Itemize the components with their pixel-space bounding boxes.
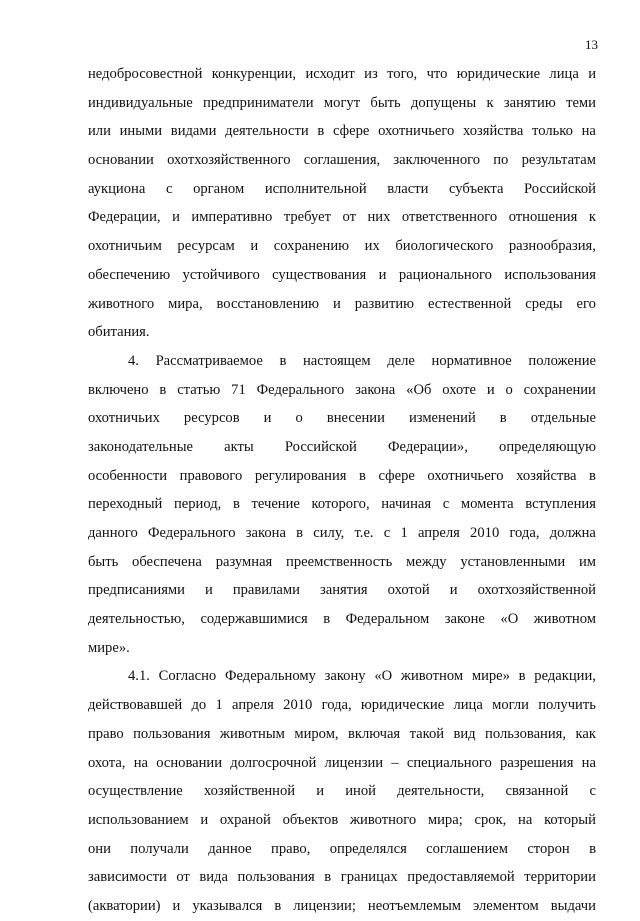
word: Федерации,: [88, 209, 161, 226]
word: ресурсов: [183, 410, 240, 427]
word: в: [279, 352, 287, 369]
text-line: [88, 404, 596, 433]
word: среды: [525, 295, 563, 312]
word: охотничьим: [88, 238, 162, 255]
word: в: [323, 611, 331, 628]
word: животного: [349, 811, 417, 828]
word: быть: [370, 94, 401, 111]
word: с: [383, 525, 391, 541]
word: сфере: [378, 467, 415, 484]
word: юридические: [360, 697, 445, 714]
text-line: [88, 835, 596, 864]
word: иными: [119, 123, 163, 140]
word: теми: [566, 94, 596, 111]
word: «О: [374, 668, 393, 685]
word: апреля: [417, 525, 460, 541]
word: охотничьих: [88, 410, 160, 427]
word: и: [204, 582, 213, 599]
text-line: [88, 232, 596, 261]
text-line: [88, 347, 596, 376]
text-line: [88, 576, 596, 605]
word: органом: [193, 180, 245, 197]
word: мире»: [471, 668, 510, 685]
word: животном: [533, 611, 596, 628]
word: предоставляемой: [407, 869, 515, 886]
word: данного: [88, 525, 138, 541]
word: вступления: [525, 496, 596, 513]
word: должна: [549, 525, 596, 541]
text-line: [88, 863, 596, 892]
word: в: [296, 525, 304, 541]
text-line: [88, 60, 596, 89]
word: предписаниями: [88, 582, 185, 599]
word: осуществление: [88, 783, 183, 800]
word: положение: [528, 352, 596, 369]
word: недобросовестной: [88, 66, 203, 82]
word: в: [518, 668, 526, 685]
word: по: [493, 152, 509, 169]
word: соглашением: [426, 840, 508, 857]
word: преемственность: [286, 553, 393, 570]
text-line: обитания.: [88, 324, 150, 341]
word: хозяйства: [462, 123, 524, 140]
word: о: [295, 410, 303, 427]
word: между: [406, 553, 447, 570]
word: охотой: [387, 582, 430, 599]
word: видами: [170, 123, 217, 140]
word: редакции,: [534, 668, 596, 685]
word: занятия: [319, 582, 368, 599]
word: законодательные: [88, 438, 193, 455]
word: животного: [88, 295, 155, 312]
word: и: [172, 209, 180, 226]
word: результатам: [521, 152, 596, 169]
word: лица: [453, 697, 483, 714]
word: настоящем: [302, 352, 371, 369]
word: на: [581, 754, 596, 771]
word: от: [176, 869, 190, 886]
word: границах: [340, 869, 398, 886]
word: быть: [88, 553, 119, 570]
word: Федерального: [256, 381, 345, 398]
word: мира;: [427, 811, 463, 828]
word: от: [342, 209, 356, 226]
word: ответственного: [401, 209, 498, 226]
word: и: [172, 897, 181, 914]
word: неотъемлемым: [367, 897, 461, 914]
word: 2010: [470, 525, 500, 541]
word: изменений: [408, 410, 476, 427]
word: вид: [453, 725, 476, 742]
word: 71: [231, 381, 246, 398]
word: лица: [549, 66, 579, 82]
word: долгосрочной: [230, 754, 317, 771]
word: и: [316, 783, 325, 800]
text-line: [88, 146, 596, 175]
word: восстановлению: [216, 295, 320, 312]
word: на: [518, 811, 533, 828]
word: конкуренции,: [211, 66, 297, 82]
word: сохранению: [273, 238, 350, 255]
word: 1: [215, 697, 223, 714]
text-line: [88, 203, 596, 232]
word: охотничьего: [427, 467, 504, 484]
word: период,: [173, 496, 222, 513]
word: (акватории): [88, 897, 161, 914]
word: и: [332, 295, 341, 312]
word: в: [317, 123, 325, 140]
word: исполнительной: [264, 180, 367, 197]
word: им: [578, 553, 596, 570]
word: охотничьего: [378, 123, 455, 140]
word: индивидуальные: [88, 94, 193, 111]
word: власти: [387, 180, 429, 197]
word: данное: [208, 840, 252, 857]
word: охоте: [442, 381, 476, 398]
word: 4.1.: [128, 668, 150, 685]
word: включая: [348, 725, 401, 742]
word: на: [581, 123, 596, 140]
word: Рассматриваемое: [155, 352, 263, 369]
word: и: [486, 381, 495, 398]
word: исходит: [305, 66, 355, 82]
word: сфере: [333, 123, 370, 140]
word: предприниматели: [203, 94, 314, 111]
word: как: [575, 725, 596, 742]
text-line: [88, 261, 596, 290]
word: миром,: [294, 725, 339, 742]
word: сторон: [527, 840, 570, 857]
word: охотхозяйственной: [477, 582, 596, 599]
word: лицензии;: [293, 897, 356, 914]
text-line: [88, 548, 596, 577]
word: только: [532, 123, 573, 140]
word: рационального: [398, 266, 492, 283]
word: закона: [355, 381, 396, 398]
word: разумная: [215, 553, 273, 570]
word: включено: [88, 381, 149, 398]
word: указывался: [192, 897, 263, 914]
word: охраной: [219, 811, 271, 828]
word: вида: [199, 869, 228, 886]
text-line: [88, 175, 596, 204]
word: разнообразия,: [508, 238, 596, 255]
word: Федеральном: [345, 611, 430, 628]
word: элементом: [473, 897, 539, 914]
word: определялся: [329, 840, 407, 857]
word: хозяйственной: [203, 783, 296, 800]
word: срок,: [474, 811, 507, 828]
word: хозяйства: [516, 467, 577, 484]
word: закона: [245, 525, 286, 541]
word: связанной: [505, 783, 569, 800]
word: с: [442, 496, 450, 513]
word: переходный: [88, 496, 163, 513]
word: 1: [400, 525, 408, 541]
word: основании: [88, 152, 154, 169]
word: существования: [272, 266, 367, 283]
word: они: [88, 840, 111, 857]
word: и: [588, 66, 596, 82]
word: определяющую: [499, 438, 596, 455]
word: право: [88, 725, 124, 742]
word: что: [426, 66, 448, 82]
word: начиная: [381, 496, 432, 513]
text-line: [88, 806, 596, 835]
word: в: [589, 840, 596, 857]
word: на: [133, 754, 148, 771]
word: аукциона: [88, 180, 146, 197]
word: или: [88, 123, 111, 140]
word: «Об: [406, 381, 432, 398]
word: закону: [324, 668, 366, 685]
word: императивно: [191, 209, 273, 226]
word: биологического: [395, 238, 494, 255]
word: допущены: [411, 94, 477, 111]
word: содержавшимися: [200, 611, 308, 628]
word: с: [165, 180, 173, 197]
word: которого,: [311, 496, 370, 513]
word: такой: [409, 725, 445, 742]
word: 4.: [128, 352, 139, 369]
word: заключенного: [393, 152, 481, 169]
word: правового: [179, 467, 243, 484]
word: деле: [387, 352, 415, 369]
word: в: [274, 897, 282, 914]
word: лицензии: [324, 754, 384, 771]
word: и: [263, 410, 272, 427]
word: устойчивого: [182, 266, 260, 283]
word: получали: [130, 840, 189, 857]
word: сохранении: [523, 381, 596, 398]
word: в: [589, 467, 596, 484]
word: Федеральному: [224, 668, 316, 685]
word: животным: [219, 725, 285, 742]
word: могут: [323, 94, 361, 111]
word: мира,: [168, 295, 203, 312]
word: иной: [345, 783, 376, 800]
word: естественной: [427, 295, 512, 312]
text-line: [88, 605, 596, 634]
text-line: мире».: [88, 639, 130, 656]
word: Российской: [524, 180, 596, 197]
word: с: [589, 783, 596, 800]
word: установленными: [460, 553, 566, 570]
word: в: [324, 869, 332, 886]
text-line: [88, 433, 596, 462]
word: отдельные: [530, 410, 596, 427]
text-line: [88, 691, 596, 720]
word: года,: [509, 525, 540, 541]
word: использования: [504, 266, 596, 283]
text-line: [88, 490, 596, 519]
word: до: [191, 697, 207, 714]
word: в: [159, 381, 167, 398]
word: правилами: [232, 582, 300, 599]
word: силу,: [313, 525, 345, 541]
word: внесении: [326, 410, 385, 427]
word: из: [364, 66, 378, 82]
word: действовавшей: [88, 697, 183, 714]
text-line: [88, 720, 596, 749]
word: соглашения,: [303, 152, 381, 169]
text-line: [88, 462, 596, 491]
word: могли: [492, 697, 529, 714]
word: разрешения: [500, 754, 574, 771]
word: «О: [500, 611, 519, 628]
word: ресурсам: [177, 238, 235, 255]
text-line: [88, 117, 596, 146]
word: территории: [524, 869, 596, 886]
word: акты: [224, 438, 254, 455]
text-line: [88, 376, 596, 405]
word: года,: [321, 697, 352, 714]
word: основании: [156, 754, 223, 771]
word: выдачи: [550, 897, 596, 914]
word: законе: [444, 611, 485, 628]
word: и: [378, 266, 387, 283]
word: них: [367, 209, 391, 226]
word: –: [391, 754, 399, 771]
word: Федерального: [147, 525, 236, 541]
word: пользования: [237, 869, 315, 886]
word: апреля: [232, 697, 274, 714]
word: статью: [177, 381, 221, 398]
word: Российской: [284, 438, 357, 455]
word: деятельности,: [397, 783, 485, 800]
word: течение: [251, 496, 300, 513]
word: Согласно: [158, 668, 217, 685]
word: в: [232, 496, 240, 513]
word: и: [200, 811, 209, 828]
word: использованием: [88, 811, 189, 828]
page-number: 13: [585, 37, 598, 52]
word: момента: [460, 496, 514, 513]
word: в: [499, 410, 507, 427]
word: право,: [271, 840, 311, 857]
word: нормативное: [431, 352, 512, 369]
word: обеспечению: [88, 266, 171, 283]
word: к: [486, 94, 494, 111]
text-line: [88, 662, 596, 691]
text-line: [88, 290, 596, 319]
text-line: [88, 749, 596, 778]
word: к: [588, 209, 596, 226]
text-line: [88, 89, 596, 118]
word: того,: [387, 66, 418, 82]
text-line: [88, 777, 596, 806]
word: получить: [538, 697, 596, 714]
word: пользования,: [485, 725, 567, 742]
word: субъекта: [449, 180, 504, 197]
word: деятельности: [225, 123, 309, 140]
word: требует: [283, 209, 331, 226]
word: объектов: [282, 811, 339, 828]
word: их: [364, 238, 380, 255]
word: охота,: [88, 754, 126, 771]
word: т.е.: [354, 525, 374, 541]
word: о: [505, 381, 513, 398]
word: его: [576, 295, 596, 312]
word: пользования: [133, 725, 211, 742]
word: развитию: [354, 295, 415, 312]
word: деятельностью,: [88, 611, 185, 628]
document-body: [88, 60, 596, 921]
word: охотхозяйственного: [167, 152, 291, 169]
word: отношения: [508, 209, 578, 226]
word: и: [449, 582, 458, 599]
word: Федерации»,: [388, 438, 468, 455]
text-line: [88, 519, 596, 548]
text-line: [88, 892, 596, 921]
word: занятию: [503, 94, 556, 111]
word: обеспечена: [132, 553, 202, 570]
word: 2010: [283, 697, 313, 714]
word: юридические: [456, 66, 541, 82]
word: который: [544, 811, 596, 828]
word: животном: [400, 668, 464, 685]
word: зависимости: [88, 869, 167, 886]
word: регулирования: [254, 467, 347, 484]
word: особенности: [88, 467, 168, 484]
word: специального: [406, 754, 492, 771]
word: в: [359, 467, 366, 484]
word: и: [250, 238, 259, 255]
